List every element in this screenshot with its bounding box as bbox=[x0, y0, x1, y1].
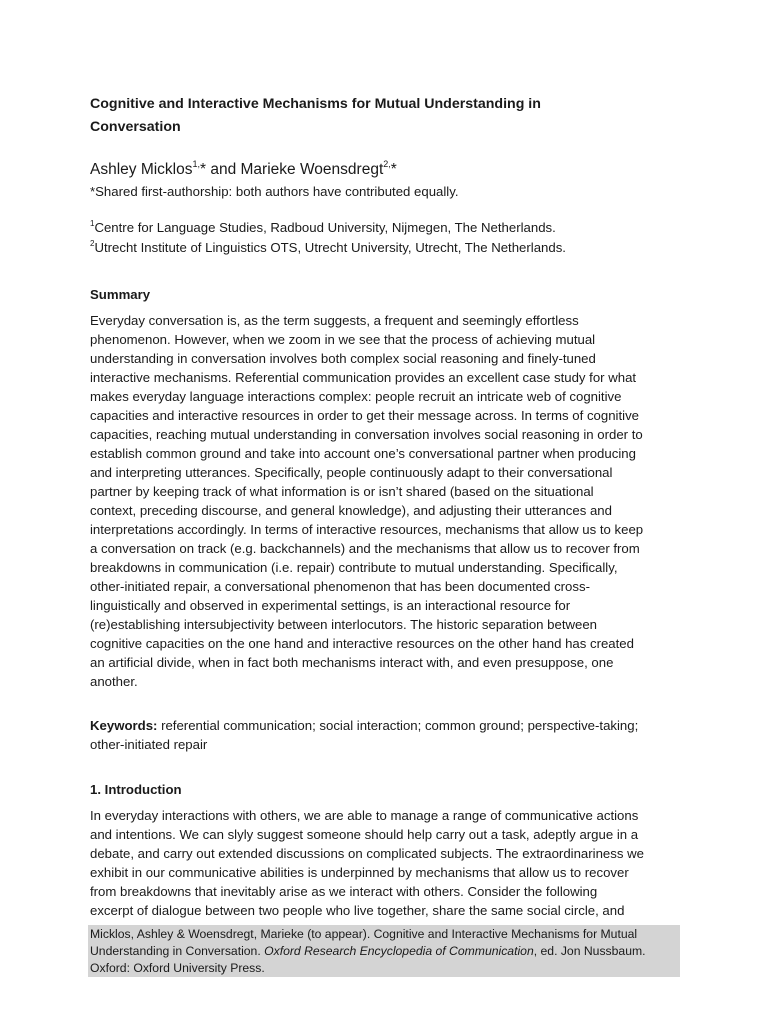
keywords-line bbox=[90, 716, 690, 735]
text-line: interactive mechanisms. Referential communication provides an excellent case study for what bbox=[90, 370, 637, 385]
summary-paragraph bbox=[90, 311, 690, 691]
author-tail: * bbox=[390, 161, 397, 178]
affiliation-text: Centre for Language Studies, Radboud University, Nijmegen, The Netherlands. bbox=[94, 220, 556, 235]
citation-line: Micklos, Ashley & Woensdregt, Marieke (to appear). Cognitive and Interactive Mechanisms for Mutual bbox=[90, 927, 638, 941]
text-line: breakdowns in communication (i.e. repair) contribute to mutual understanding. Specifically, bbox=[90, 560, 618, 575]
text-line: an artificial divide, when in fact both mechanisms interact with, and even presuppose, one bbox=[90, 655, 614, 670]
author-affiliation-marker: 1, bbox=[192, 159, 201, 169]
text-line: debate, and carry out extended discussions on complicated subjects. The extraordinariness we bbox=[90, 846, 644, 861]
citation-text: Understanding in Conversation. bbox=[90, 944, 265, 958]
citation-box bbox=[88, 925, 680, 977]
text-line: cognitive capacities on the one hand and interactive resources on the other hand has created bbox=[90, 636, 634, 651]
title-line: Cognitive and Interactive Mechanisms for Mutual Understanding in bbox=[90, 96, 541, 112]
journal-title: Oxford Research Encyclopedia of Communication bbox=[264, 944, 534, 958]
text-line: interpretations accordingly. In terms of interactive resources, mechanisms that allow us to keep bbox=[90, 522, 644, 537]
shared-authorship-note: *Shared first-authorship: both authors have contributed equally. bbox=[90, 184, 459, 199]
text-line: exhibit in our communicative abilities is underpinned by mechanisms that allow us to recover bbox=[90, 865, 629, 880]
text-line: phenomenon. However, when we zoom in we see that the process of achieving mutual bbox=[90, 332, 596, 347]
text-line: and interpreting utterances. Specifically, people continuously adapt to their conversational bbox=[90, 465, 613, 480]
text-line: capacities, reaching mutual understanding in conversation involves social reasoning in order to bbox=[90, 427, 643, 442]
author-connector: * and Marieke Woensdregt bbox=[200, 161, 384, 178]
text-line: understanding in conversation involves both complex social reasoning and finely-tuned bbox=[90, 351, 596, 366]
keywords bbox=[90, 716, 690, 754]
text-line: a conversation on track (e.g. backchannels) and the mechanisms that allow us to recover from bbox=[90, 541, 640, 556]
text-line: partner by keeping track of what information is or isn’t shared (based on the situational bbox=[90, 484, 594, 499]
text-line: makes everyday language interactions complex: people recruit an intricate web of cognitive bbox=[90, 389, 622, 404]
text-line: establish common ground and take into account one’s conversational partner when producing bbox=[90, 446, 636, 461]
introduction-paragraph bbox=[90, 806, 690, 920]
text-line: from breakdowns that inevitably arise as we interact with others. Consider the following bbox=[90, 884, 598, 899]
text-line: other-initiated repair, a conversational phenomenon that has been documented cross- bbox=[90, 579, 590, 594]
affiliations bbox=[90, 218, 566, 257]
text-line: another. bbox=[90, 674, 138, 689]
title-line: Conversation bbox=[90, 119, 181, 135]
keywords-line: other-initiated repair bbox=[90, 737, 208, 752]
citation-line: Oxford: Oxford University Press. bbox=[90, 961, 265, 975]
affiliation-text: Utrecht Institute of Linguistics OTS, Utrecht University, Utrecht, The Netherlands. bbox=[94, 239, 566, 255]
citation-line bbox=[90, 943, 678, 960]
text-line: Everyday conversation is, as the term suggests, a frequent and seemingly effortless bbox=[90, 313, 579, 328]
keywords-label: Keywords: bbox=[90, 718, 158, 733]
author-name: Ashley Micklos bbox=[90, 161, 193, 178]
author-list bbox=[90, 159, 397, 181]
text-line: and intentions. We can slyly suggest someone should help carry out a task, adeptly argue in a bbox=[90, 827, 639, 842]
paper-title bbox=[90, 93, 680, 139]
affiliation-marker: 2 bbox=[90, 238, 95, 248]
text-line: linguistically and observed in experimental settings, is an interactional resource for bbox=[90, 598, 571, 613]
summary-heading: Summary bbox=[90, 287, 151, 302]
introduction-heading: 1. Introduction bbox=[90, 782, 182, 797]
keywords-text: referential communication; social interaction; common ground; perspective-taking; bbox=[157, 718, 639, 733]
text-line: In everyday interactions with others, we are able to manage a range of communicative actions bbox=[90, 808, 639, 823]
text-line: context, preceding discourse, and general knowledge), and adjusting their utterances and bbox=[90, 503, 612, 518]
text-line: capacities and interactive resources in order to get their message across. In terms of cognitive bbox=[90, 408, 640, 423]
affiliation bbox=[90, 218, 566, 238]
affiliation bbox=[90, 238, 566, 258]
affiliation-marker: 1 bbox=[90, 219, 95, 228]
text-line: (re)establishing intersubjectivity between interlocutors. The historic separation between bbox=[90, 617, 598, 632]
author-affiliation-marker: 2, bbox=[383, 159, 391, 169]
citation-text: , ed. Jon Nussbaum. bbox=[533, 944, 646, 958]
text-line: excerpt of dialogue between two people who live together, share the same social circle, and bbox=[90, 903, 625, 918]
